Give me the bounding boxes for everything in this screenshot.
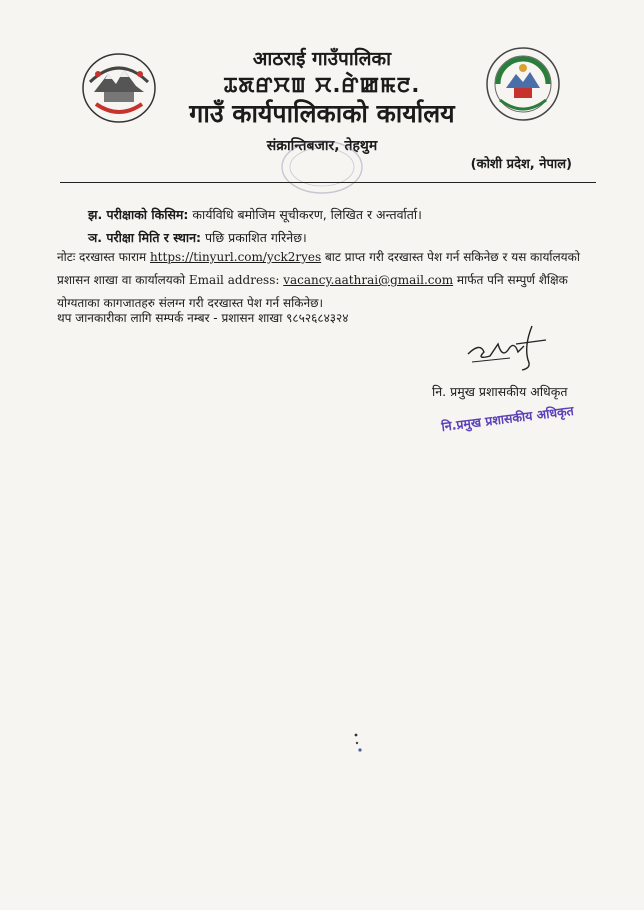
signatory-rubber-stamp: नि.प्रमुख प्रशासकीय अधिकृत — [440, 402, 575, 435]
contact-line: थप जानकारीका लागि सम्पर्क नम्बर - प्रशासन शाखा ९८५२६८४३२४ — [57, 311, 349, 325]
municipality-name: आठराई गाउँपालिका — [252, 48, 392, 70]
office-address: संक्रान्तिबजार, तेहथुम — [266, 138, 378, 154]
note-paragraph — [57, 246, 597, 315]
municipality-name-limbu-script: ꯊꯗꯔꯆꯡ ꯆ.ꯔꯥꯀꯃꯂ. — [223, 73, 421, 97]
exam-type-value: कार्यविधि बमोजिम सूचीकरण, लिखित र अन्तर्वार्ता। — [192, 207, 422, 222]
province-label: (कोशी प्रदेश, नेपाल) — [470, 157, 572, 172]
exam-date-value: पछि प्रकाशित गरिनेछ। — [205, 230, 307, 245]
exam-type-item — [88, 206, 422, 223]
note-prefix: नोटः दरखास्त फाराम — [57, 250, 150, 264]
signatory-title: नि. प्रमुख प्रशासकीय अधिकृत — [432, 384, 568, 399]
email-link[interactable]: vacancy.aathrai@gmail.com — [283, 273, 454, 287]
note-mid: बाट प्राप्त गरी दरखास्त पेश गर्न सकिनेछ र यस कार्यालयको प्रशासन शाखा वा कार्यालयको — [57, 250, 580, 287]
note-suffix: मार्फत पनि सम्पुर्ण शैक्षिक योग्यताका कागजातहरु संलग्न गरी दरखास्त पेश गर्न सकिनेछ। — [57, 273, 568, 310]
exam-date-item — [88, 229, 307, 246]
handwritten-signature — [462, 322, 558, 372]
form-link[interactable]: https://tinyurl.com/yck2ryes — [149, 250, 322, 264]
exam-type-label: झ. परीक्षाको किसिम: — [88, 207, 189, 222]
office-title: गाउँ कार्यपालिकाको कार्यालय — [189, 99, 455, 128]
scan-speck-marks — [349, 731, 365, 755]
email-label: Email address: — [188, 273, 284, 287]
header-divider — [60, 182, 596, 183]
office-stamp-mark — [278, 138, 366, 196]
exam-date-label: ञ. परीक्षा मिति र स्थान: — [88, 230, 202, 245]
